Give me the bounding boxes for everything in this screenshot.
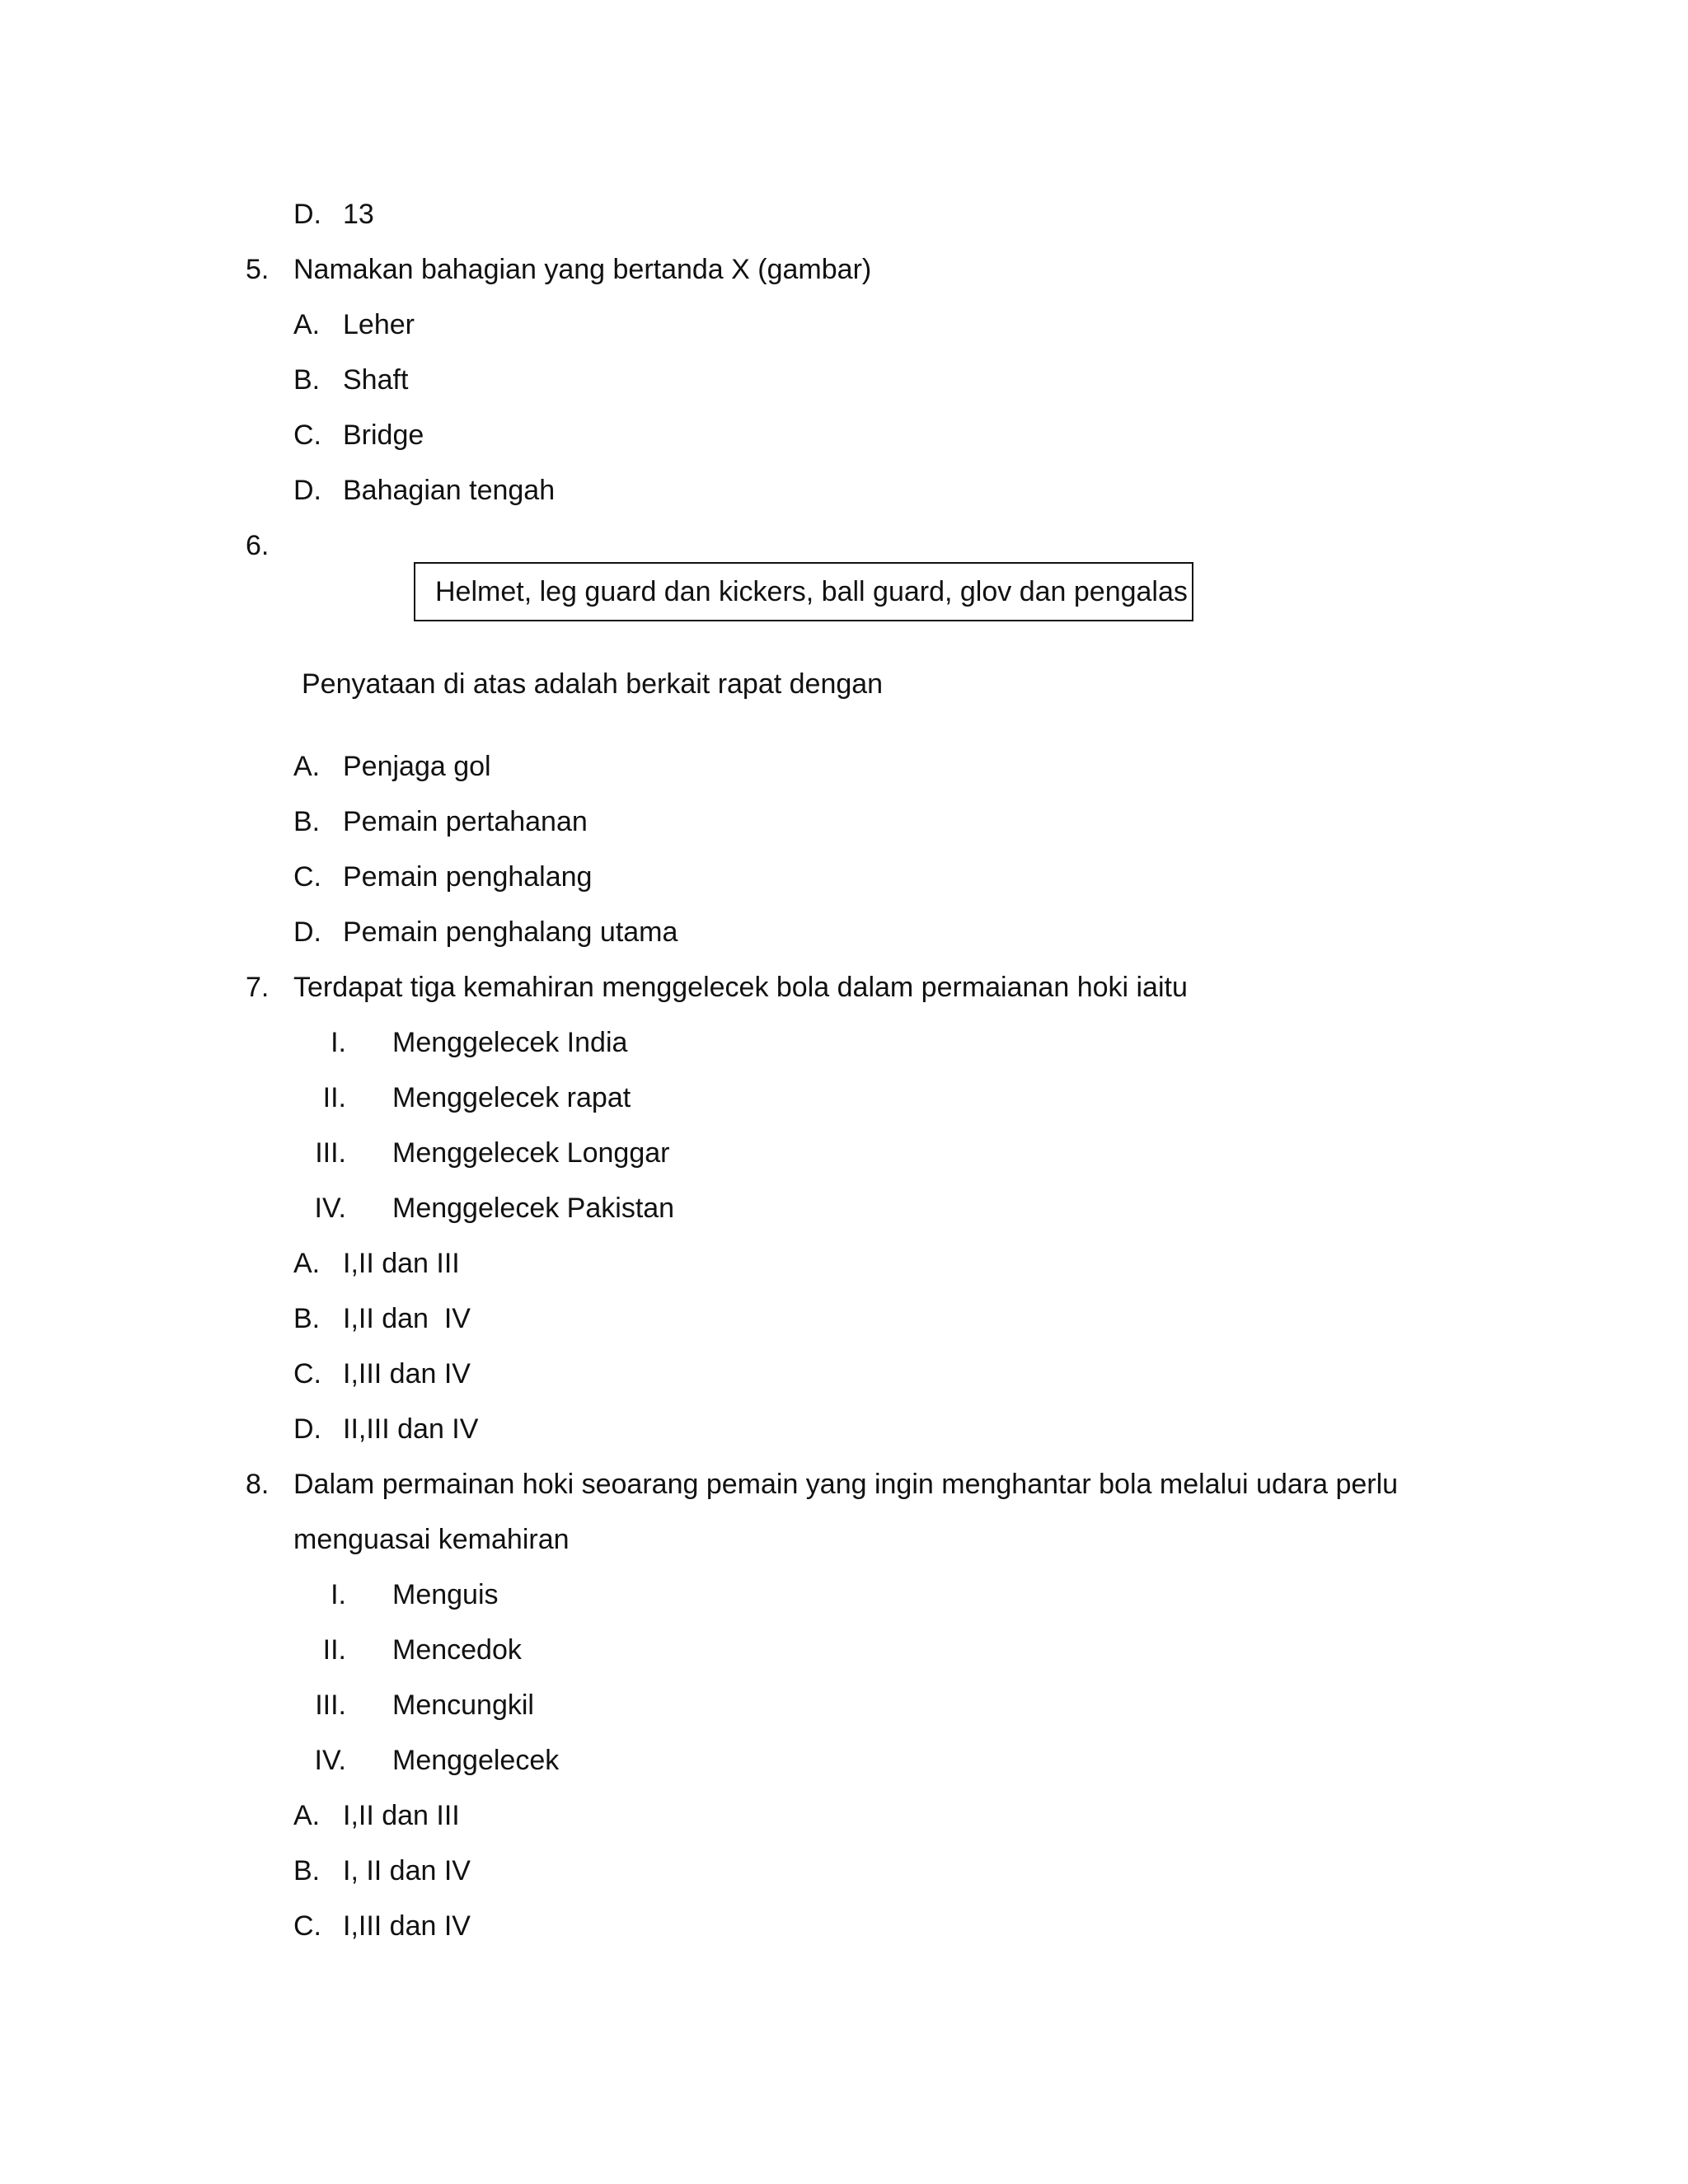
q6-stem: Penyataan di atas adalah berkait rapat dengan [302, 668, 884, 700]
q8-item-4-text: Menggelecek [392, 1745, 560, 1776]
q8-option-a-letter: A. [293, 1800, 321, 1831]
q8-text-line-2: menguasai kemahiran [293, 1524, 570, 1555]
q7-option-c-text: I,III dan IV [343, 1358, 471, 1390]
q5-text: Namakan bahagian yang bertanda X (gambar) [293, 254, 872, 285]
q8-item-1-text: Menguis [392, 1579, 499, 1610]
q7-item-1-text: Menggelecek India [392, 1027, 628, 1058]
q5-number: 5. [246, 254, 270, 285]
q5-option-b-letter: B. [293, 364, 321, 396]
q6-option-d-letter: D. [293, 916, 321, 948]
q8-option-b-letter: B. [293, 1855, 321, 1886]
q7-item-4-numeral: IV. [314, 1193, 346, 1224]
q6-option-a-letter: A. [293, 751, 321, 782]
q8-option-c-text: I,III dan IV [343, 1910, 471, 1942]
q7-item-2-text: Menggelecek rapat [392, 1082, 631, 1113]
q7-item-3-text: Menggelecek Longgar [392, 1137, 670, 1169]
q7-item-4-text: Menggelecek Pakistan [392, 1193, 675, 1224]
q7-text: Terdapat tiga kemahiran menggelecek bola dalam permaianan hoki iaitu [293, 972, 1188, 1003]
q8-option-b-text: I, II dan IV [343, 1855, 471, 1886]
q5-option-d-text: Bahagian tengah [343, 475, 556, 506]
q8-item-2-text: Mencedok [392, 1634, 522, 1666]
q7-item-1-numeral: I. [331, 1027, 346, 1058]
q7-option-b-text: I,II dan IV [343, 1303, 471, 1334]
q6-statement-box: Helmet, leg guard dan kickers, ball guard, glov dan pengalas [414, 562, 1193, 621]
q5-option-b-text: Shaft [343, 364, 409, 396]
q6-option-b-text: Pemain pertahanan [343, 806, 588, 837]
q8-number: 8. [246, 1469, 270, 1500]
q4-option-d-text: 13 [343, 199, 374, 230]
q8-item-1-numeral: I. [331, 1579, 346, 1610]
q7-option-c-letter: C. [293, 1358, 321, 1390]
q6-option-c-letter: C. [293, 861, 321, 893]
q6-number: 6. [246, 530, 270, 561]
q7-option-a-letter: A. [293, 1248, 321, 1279]
q5-option-a-text: Leher [343, 309, 415, 340]
q8-text-line-1: Dalam permainan hoki seoarang pemain yang ingin menghantar bola melalui udara perlu [293, 1469, 1399, 1500]
q8-item-2-numeral: II. [322, 1634, 346, 1666]
q7-item-2-numeral: II. [322, 1082, 346, 1113]
q7-option-d-letter: D. [293, 1413, 321, 1445]
q5-option-c-text: Bridge [343, 419, 424, 451]
q8-item-3-text: Mencungkil [392, 1690, 534, 1721]
q6-option-b-letter: B. [293, 806, 321, 837]
q7-option-a-text: I,II dan III [343, 1248, 460, 1279]
q8-option-c-letter: C. [293, 1910, 321, 1942]
q5-option-a-letter: A. [293, 309, 321, 340]
q6-option-a-text: Penjaga gol [343, 751, 491, 782]
q8-option-a-text: I,II dan III [343, 1800, 460, 1831]
q7-item-3-numeral: III. [315, 1137, 346, 1169]
q7-option-d-text: II,III dan IV [343, 1413, 479, 1445]
q4-option-d-letter: D. [293, 199, 321, 230]
q5-option-c-letter: C. [293, 419, 321, 451]
q8-item-3-numeral: III. [315, 1690, 346, 1721]
q7-number: 7. [246, 972, 270, 1003]
q7-option-b-letter: B. [293, 1303, 321, 1334]
q6-option-d-text: Pemain penghalang utama [343, 916, 678, 948]
q8-item-4-numeral: IV. [314, 1745, 346, 1776]
q6-option-c-text: Pemain penghalang [343, 861, 593, 893]
q5-option-d-letter: D. [293, 475, 321, 506]
